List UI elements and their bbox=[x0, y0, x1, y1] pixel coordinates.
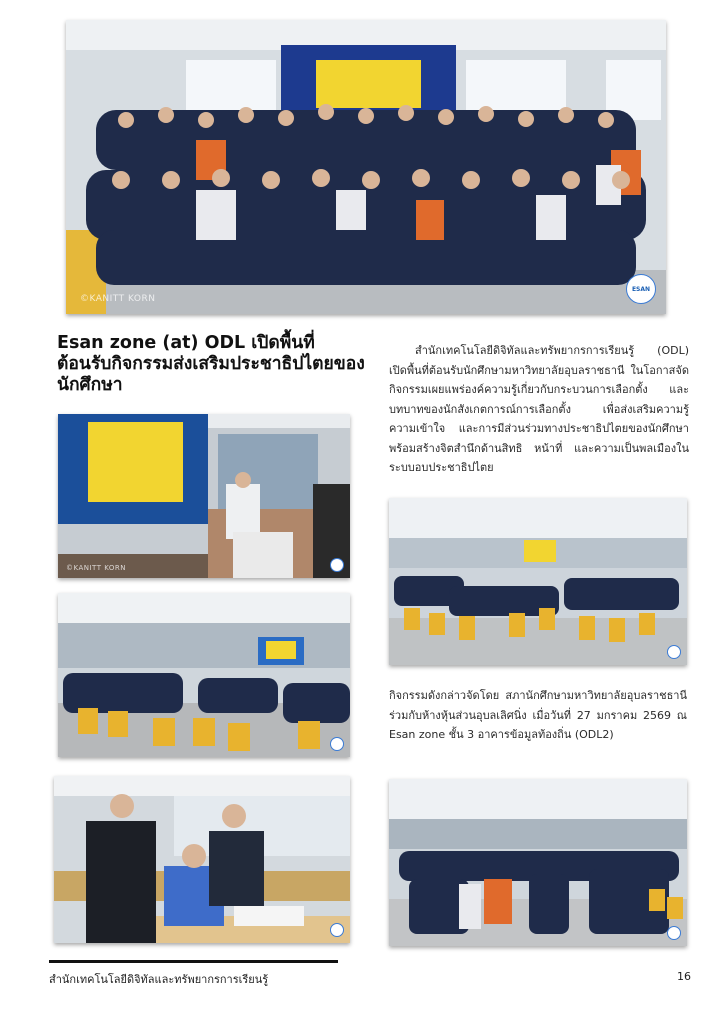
esan-logo-icon: ESAN bbox=[626, 274, 656, 304]
footer-organization: สำนักเทคโนโลยีดิจิทัลและทรัพยากรการเรียนรู้ bbox=[49, 973, 269, 986]
footer-rule bbox=[49, 960, 338, 963]
room-photo-left-2 bbox=[58, 593, 350, 757]
photo-watermark: ©KANITT KORN bbox=[80, 294, 156, 304]
esan-logo-icon bbox=[667, 645, 681, 659]
group-photo bbox=[66, 20, 666, 314]
photo-watermark: ©KANITT KORN bbox=[66, 564, 127, 572]
esan-logo-icon bbox=[330, 737, 344, 751]
esan-logo-icon bbox=[330, 558, 344, 572]
article-paragraph-1: สำนักเทคโนโลยีดิจิทัลและทรัพยากรการเรียนรู้ (ODL) เปิดพื้นที่ต้อนรับนักศึกษามหาวิทยาลัยอุบลราชธานี ในโอกาสจัดกิจกรรมเผยแพร่องค์ความรู้เกี่ยวกับกระบวนการเลือกตั้ง และบทบาทของนักสังเกตการณ์การเลือกตั้ง เพื่อส่งเสริมความรู้ ความเข้าใจ และการมีส่วนร่วมทางประชาธิปไตยของนักศึกษา พร้อมสร้างจิตสำนึกด้านสิทธิ หน้าที่ และความเป็นพลเมืองในระบบอบประชาธิปไตย bbox=[389, 344, 689, 474]
page-number: 16 bbox=[677, 970, 691, 983]
activity-photo bbox=[389, 779, 687, 946]
room-photo-right-1 bbox=[389, 498, 687, 665]
speaker-photo bbox=[58, 414, 350, 578]
article-title: Esan zone (at) ODL เปิดพื้นที่ต้อนรับกิจกรรมส่งเสริมประชาธิปไตยของนักศึกษา bbox=[57, 333, 365, 395]
esan-logo-icon bbox=[667, 926, 681, 940]
esan-logo-icon bbox=[330, 923, 344, 937]
article-paragraph-2: กิจกรรมดังกล่าวจัดโดย สภานักศึกษามหาวิทยาลัยอุบลราชธานี ร่วมกับห้างหุ้นส่วนอุบลเลิศนิ่ง เมื่อวันที่ 27 มกราคม 2569 ณ Esan zone ชั้น 3 อาคารข้อมูลท้องถิ่น (ODL2) bbox=[389, 689, 687, 741]
people-photo bbox=[54, 776, 350, 943]
